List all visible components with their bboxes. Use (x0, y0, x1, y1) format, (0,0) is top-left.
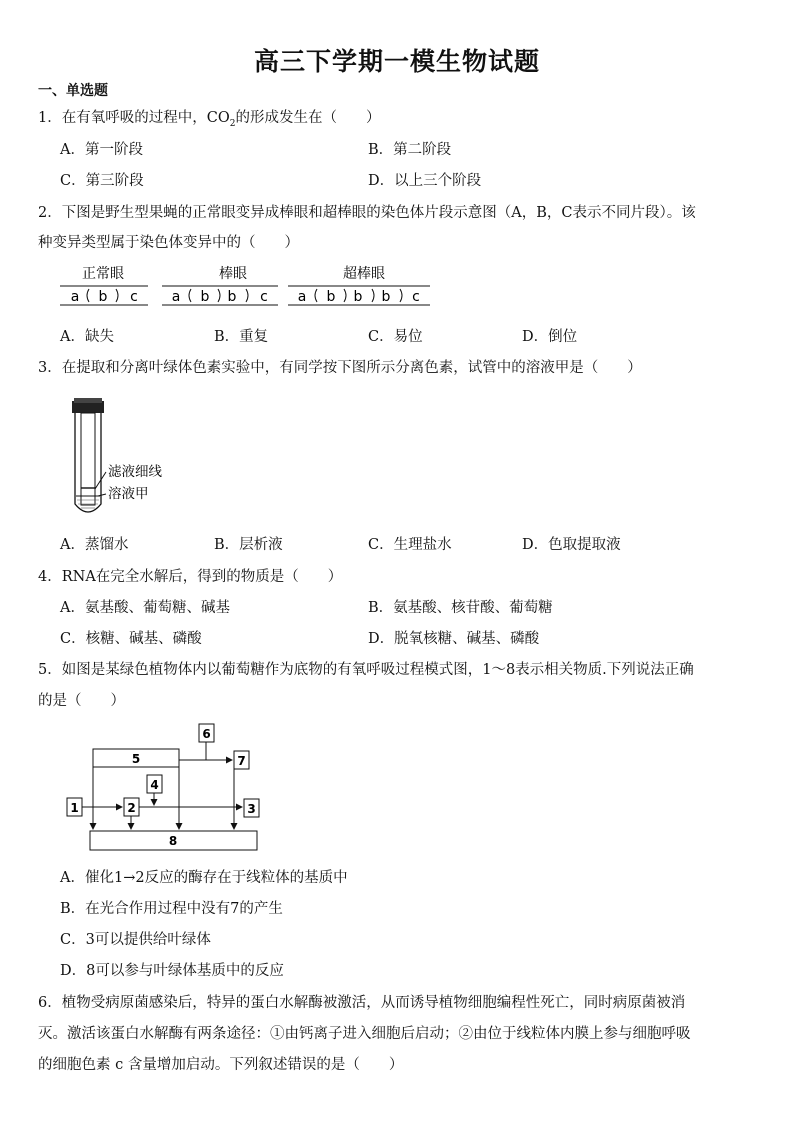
q3-option-a[interactable]: A．蒸馏水 (60, 537, 129, 553)
question-3-stem: 3．在提取和分离叶绿体色素实验中，有同学按下图所示分离色素，试管中的溶液甲是（ ） (38, 360, 642, 376)
q1-option-b[interactable]: B．第二阶段 (368, 142, 452, 158)
q2-option-b[interactable]: B．重复 (214, 329, 269, 345)
q3-option-b[interactable]: B．层析液 (214, 537, 283, 553)
question-5-stem-line2: 的是（ ） (38, 693, 125, 709)
q5-option-c[interactable]: C．3可以提供给叶绿体 (60, 932, 211, 948)
question-2-stem-line2: 种变异类型属于染色体变异中的（ ） (38, 235, 299, 251)
question-2-stem-line1: 2．下图是野生型果蝇的正常眼变异成棒眼和超棒眼的染色体片段示意图（A，B，C表示不同片段）。该 (38, 205, 696, 221)
normal-segment-b: b (98, 289, 108, 305)
q2-option-a[interactable]: A．缺失 (60, 329, 114, 345)
bar-segment-a: a (171, 289, 181, 305)
filter-paper-strip (81, 413, 95, 505)
superbar-segment-c: c (412, 289, 420, 305)
superbar-segment-b1: b (326, 289, 336, 305)
question-1-stem-post: 的形成发生在（ ） (235, 110, 381, 126)
label-8: 8 (168, 834, 178, 848)
label-4: 4 (150, 778, 159, 792)
label-6: 6 (202, 727, 211, 741)
bar-segment-b2: b (227, 289, 237, 305)
aerobic-respiration-diagram (62, 720, 272, 856)
label-solution-a: 溶液甲 (108, 486, 149, 502)
superbar-segment-b3: b (381, 289, 391, 305)
q1-option-c[interactable]: C．第三阶段 (60, 173, 144, 189)
section-heading: 一、单选题 (38, 83, 108, 99)
label-3: 3 (247, 802, 256, 816)
question-6-stem-line3: 的细胞色素 c 含量增加启动。下列叙述错误的是（ ） (38, 1057, 404, 1073)
q1-option-a[interactable]: A．第一阶段 (60, 142, 143, 158)
normal-segment-c: c (130, 289, 138, 305)
normal-segment-a: a (70, 289, 80, 305)
q5-option-d[interactable]: D．8可以参与叶绿体基质中的反应 (60, 963, 284, 979)
question-1-stem-sub: 2 (229, 118, 236, 129)
q3-option-d[interactable]: D．色取提取液 (522, 537, 621, 553)
question-6-stem-line1: 6．植物受病原菌感染后，特异的蛋白水解酶被激活，从而诱导植物细胞编程性死亡，同时病原菌被消 (38, 995, 686, 1011)
question-1-stem-pre: 1．在有氧呼吸的过程中，CO (38, 110, 230, 126)
question-1-stem (38, 106, 380, 129)
q4-option-c[interactable]: C．核糖、碱基、磷酸 (60, 631, 202, 647)
question-4-stem: 4．RNA在完全水解后，得到的物质是（ ） (38, 569, 343, 585)
label-filter-line: 滤液细线 (108, 464, 162, 480)
chromosome-figure (58, 262, 438, 314)
q5-option-a[interactable]: A．催化1→2反应的酶存在于线粒体的基质中 (60, 870, 348, 886)
question-6-stem-line2: 灭。激活该蛋白水解酶有两条途径：①由钙离子进入细胞后启动；②由位于线粒体内膜上参与细胞呼吸 (38, 1026, 691, 1042)
q4-option-b[interactable]: B．氨基酸、核苷酸、葡萄糖 (368, 600, 553, 616)
superbar-segment-a: a (297, 289, 307, 305)
bar-segment-c: c (260, 289, 268, 305)
q4-option-a[interactable]: A．氨基酸、葡萄糖、碱基 (60, 600, 230, 616)
q3-option-c[interactable]: C．生理盐水 (368, 537, 452, 553)
label-5: 5 (131, 752, 141, 766)
label-2: 2 (127, 801, 136, 815)
q4-option-d[interactable]: D．脱氧核糖、碱基、磷酸 (368, 631, 540, 647)
q5-option-b[interactable]: B．在光合作用过程中没有7的产生 (60, 901, 283, 917)
bar-segment-b1: b (200, 289, 210, 305)
label-bar-eye: 棒眼 (219, 266, 247, 282)
label-7: 7 (237, 754, 246, 768)
label-normal-eye: 正常眼 (82, 266, 124, 282)
label-superbar-eye: 超棒眼 (343, 266, 385, 282)
q2-option-d[interactable]: D．倒位 (522, 329, 578, 345)
q2-option-c[interactable]: C．易位 (368, 329, 423, 345)
question-5-stem-line1: 5．如图是某绿色植物体内以葡萄糖作为底物的有氧呼吸过程模式图，1～8表示相关物质.下列说法正确 (38, 662, 694, 678)
test-tube-figure (60, 396, 180, 522)
q1-option-d[interactable]: D．以上三个阶段 (368, 173, 482, 189)
page-title: 高三下学期一模生物试题 (253, 47, 540, 76)
label-1: 1 (70, 801, 79, 815)
superbar-segment-b2: b (353, 289, 363, 305)
